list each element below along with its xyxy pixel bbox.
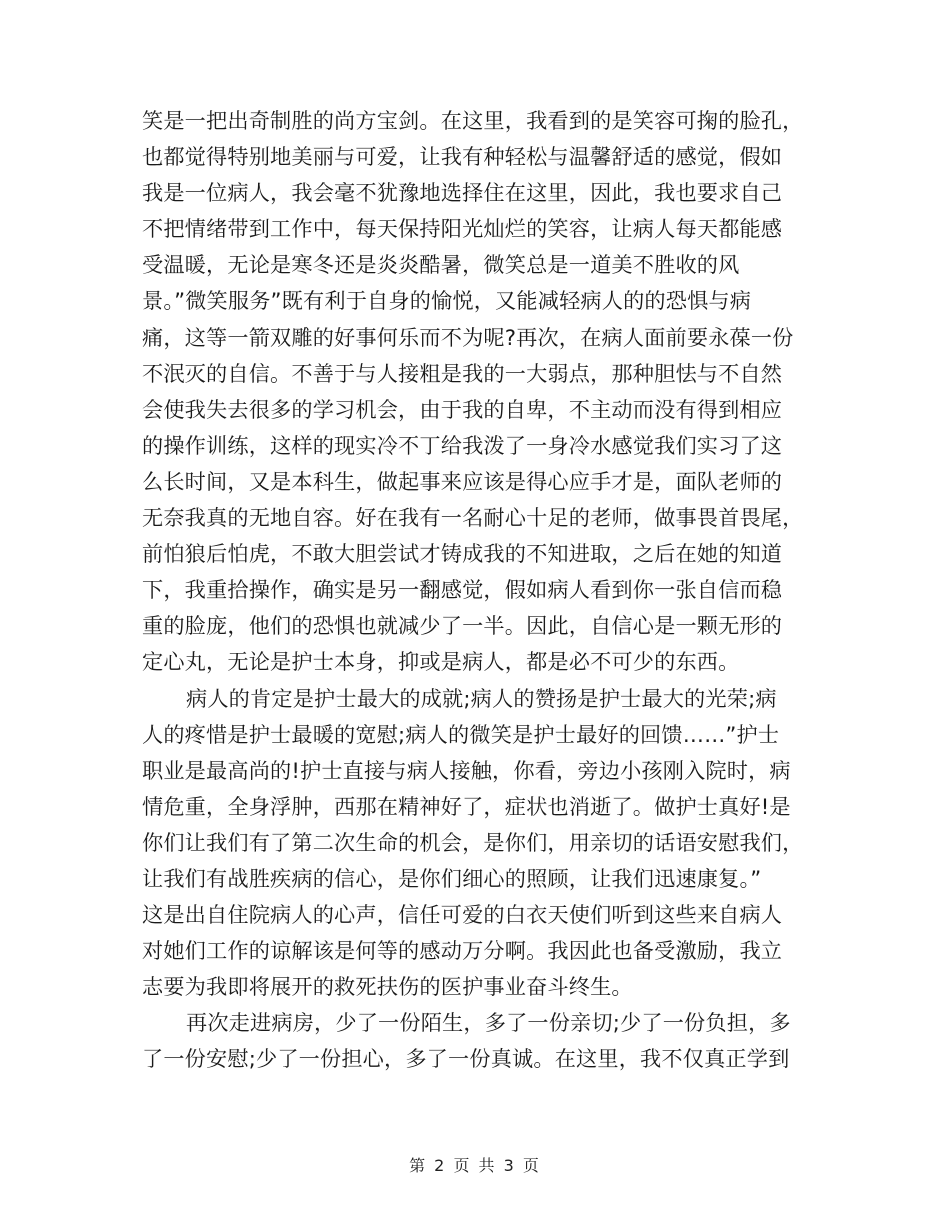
page-footer: 第 2 页 共 3 页	[409, 1156, 541, 1175]
text-line: 你们让我们有了第二次生命的机会，是你们，用亲切的话语安慰我们，	[142, 829, 804, 855]
text-line: 定心丸，无论是护士本身，抑或是病人，都是必不可少的东西。	[142, 649, 740, 675]
text-line: 么长时间，又是本科生，做起事来应该是得心应手才是，面队老师的	[142, 468, 783, 494]
text-line: 不把情绪带到工作中，每天保持阳光灿烂的笑容，让病人每天都能感	[142, 216, 783, 242]
text-line: 重的脸庞，他们的恐惧也就减少了一半。因此，自信心是一颗无形的	[142, 613, 783, 639]
text-line: 对她们工作的谅解该是何等的感动万分啊。我因此也备受激励，我立	[142, 938, 783, 964]
text-line: 会使我失去很多的学习机会，由于我的自卑，不主动而没有得到相应	[142, 396, 783, 422]
text-line: 我是一位病人，我会毫不犹豫地选择住在这里，因此，我也要求自己	[142, 180, 783, 206]
text-line: 前怕狼后怕虎，不敢大胆尝试才铸成我的不知进取，之后在她的知道	[142, 541, 783, 567]
text-line: 情危重，全身浮肿，西那在精神好了，症状也消逝了。做护士真好!是	[142, 793, 791, 819]
text-line: 志要为我即将展开的救死扶伤的医护事业奋斗终生。	[142, 974, 633, 1000]
text-line: 笑是一把出奇制胜的尚方宝剑。在这里，我看到的是笑容可掬的脸孔，	[142, 108, 804, 133]
text-line: 受温暖，无论是寒冬还是炎炎酷暑，微笑总是一道美不胜收的风	[142, 252, 740, 278]
text-line: 让我们有战胜疾病的信心，是你们细心的照顾，让我们迅速康复。”	[142, 865, 762, 891]
text-line: 人的疼惜是护士最暖的宽慰;病人的微笑是护士最好的回馈……”护士	[142, 721, 780, 747]
text-line: 痛，这等一箭双雕的好事何乐而不为呢?再次，在病人面前要永葆一份	[142, 324, 794, 350]
text-line: 不泯灭的自信。不善于与人接粗是我的一大弱点，那种胆怯与不自然	[142, 360, 783, 386]
document-body	[142, 103, 812, 1078]
text-line: 的操作训练，这样的现实冷不丁给我泼了一身冷水感觉我们实习了这	[142, 432, 783, 458]
text-line: 了一份安慰;少了一份担心，多了一份真诚。在这里，我不仅真正学到	[142, 1046, 790, 1072]
text-line: 无奈我真的无地自容。好在我有一名耐心十足的老师，做事畏首畏尾，	[142, 505, 804, 531]
text-line: 景。”微笑服务”既有利于自身的愉悦，又能减轻病人的的恐惧与病	[142, 288, 752, 314]
text-line: 也都觉得特别地美丽与可爱，让我有种轻松与温馨舒适的感觉，假如	[142, 144, 783, 170]
text-line: 职业是最高尚的!护士直接与病人接触，你看，旁边小孩刚入院时，病	[142, 757, 791, 783]
text-line: 再次走进病房，少了一份陌生，多了一份亲切;少了一份负担，多	[186, 1010, 791, 1036]
text-line: 这是出自住院病人的心声，信任可爱的白衣天使们听到这些来自病人	[142, 902, 783, 928]
text-line: 下，我重拾操作，确实是另一翻感觉，假如病人看到你一张自信而稳	[142, 577, 783, 603]
text-line: 病人的肯定是护士最大的成就;病人的赞扬是护士最大的光荣;病	[186, 685, 777, 711]
